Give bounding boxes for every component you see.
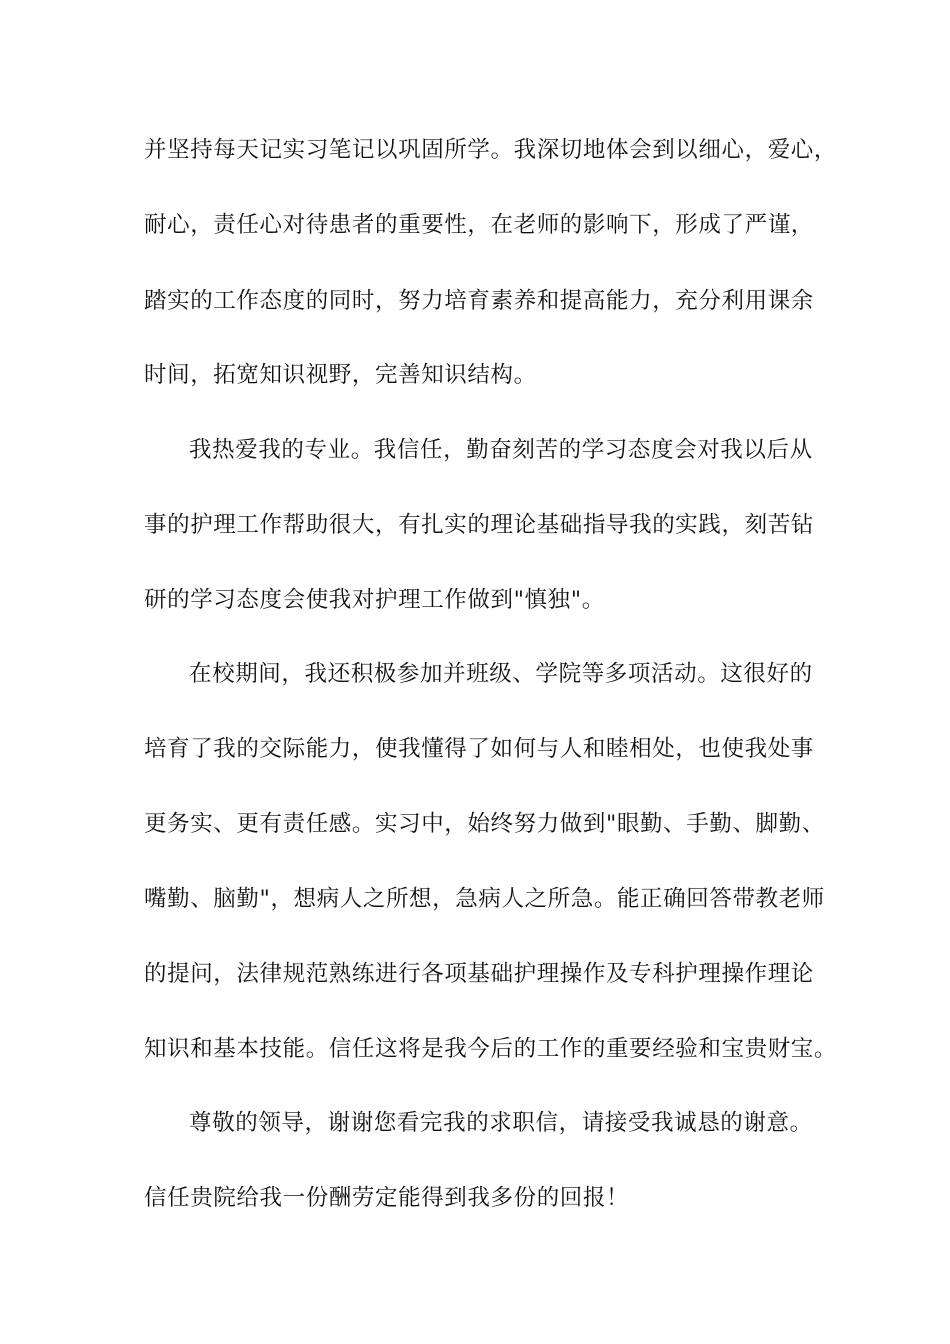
text-line: 研的学习态度会使我对护理工作做到"慎独"。 bbox=[144, 587, 605, 613]
paragraph-first-line: 在校期间，我还积极参加并班级、学院等多项活动。这很好的 bbox=[189, 661, 813, 687]
text-line: 时间，拓宽知识视野，完善知识结构。 bbox=[144, 362, 537, 388]
text-line: 嘴勤、脑勤"，想病人之所想，急病人之所急。能正确回答带教老师 bbox=[144, 886, 825, 912]
text-line: 耐心，责任心对待患者的重要性，在老师的影响下，形成了严谨， bbox=[144, 212, 814, 238]
text-line: 知识和基本技能。信任这将是我今后的工作的重要经验和宝贵财宝。 bbox=[144, 1036, 838, 1062]
text-line: 更务实、更有责任感。实习中，始终努力做到"眼勤、手勤、脚勤、 bbox=[144, 811, 825, 837]
text-line: 培育了我的交际能力，使我懂得了如何与人和睦相处，也使我处事 bbox=[144, 736, 814, 762]
text-line: 事的护理工作帮助很大，有扎实的理论基础指导我的实践，刻苦钻 bbox=[144, 512, 814, 538]
text-line: 信任贵院给我一份酬劳定能得到我多份的回报！ bbox=[144, 1185, 630, 1211]
paragraph-first-line: 我热爱我的专业。我信任，勤奋刻苦的学习态度会对我以后从 bbox=[189, 437, 813, 463]
text-line: 踏实的工作态度的同时，努力培育素养和提高能力，充分利用课余 bbox=[144, 288, 814, 314]
text-line: 的提问，法律规范熟练进行各项基础护理操作及专科护理操作理论 bbox=[144, 961, 814, 987]
text-line: 并坚持每天记实习笔记以巩固所学。我深切地体会到以细心，爱心， bbox=[144, 137, 838, 163]
paragraph-first-line: 尊敬的领导，谢谢您看完我的求职信，请接受我诚恳的谢意。 bbox=[189, 1110, 813, 1136]
